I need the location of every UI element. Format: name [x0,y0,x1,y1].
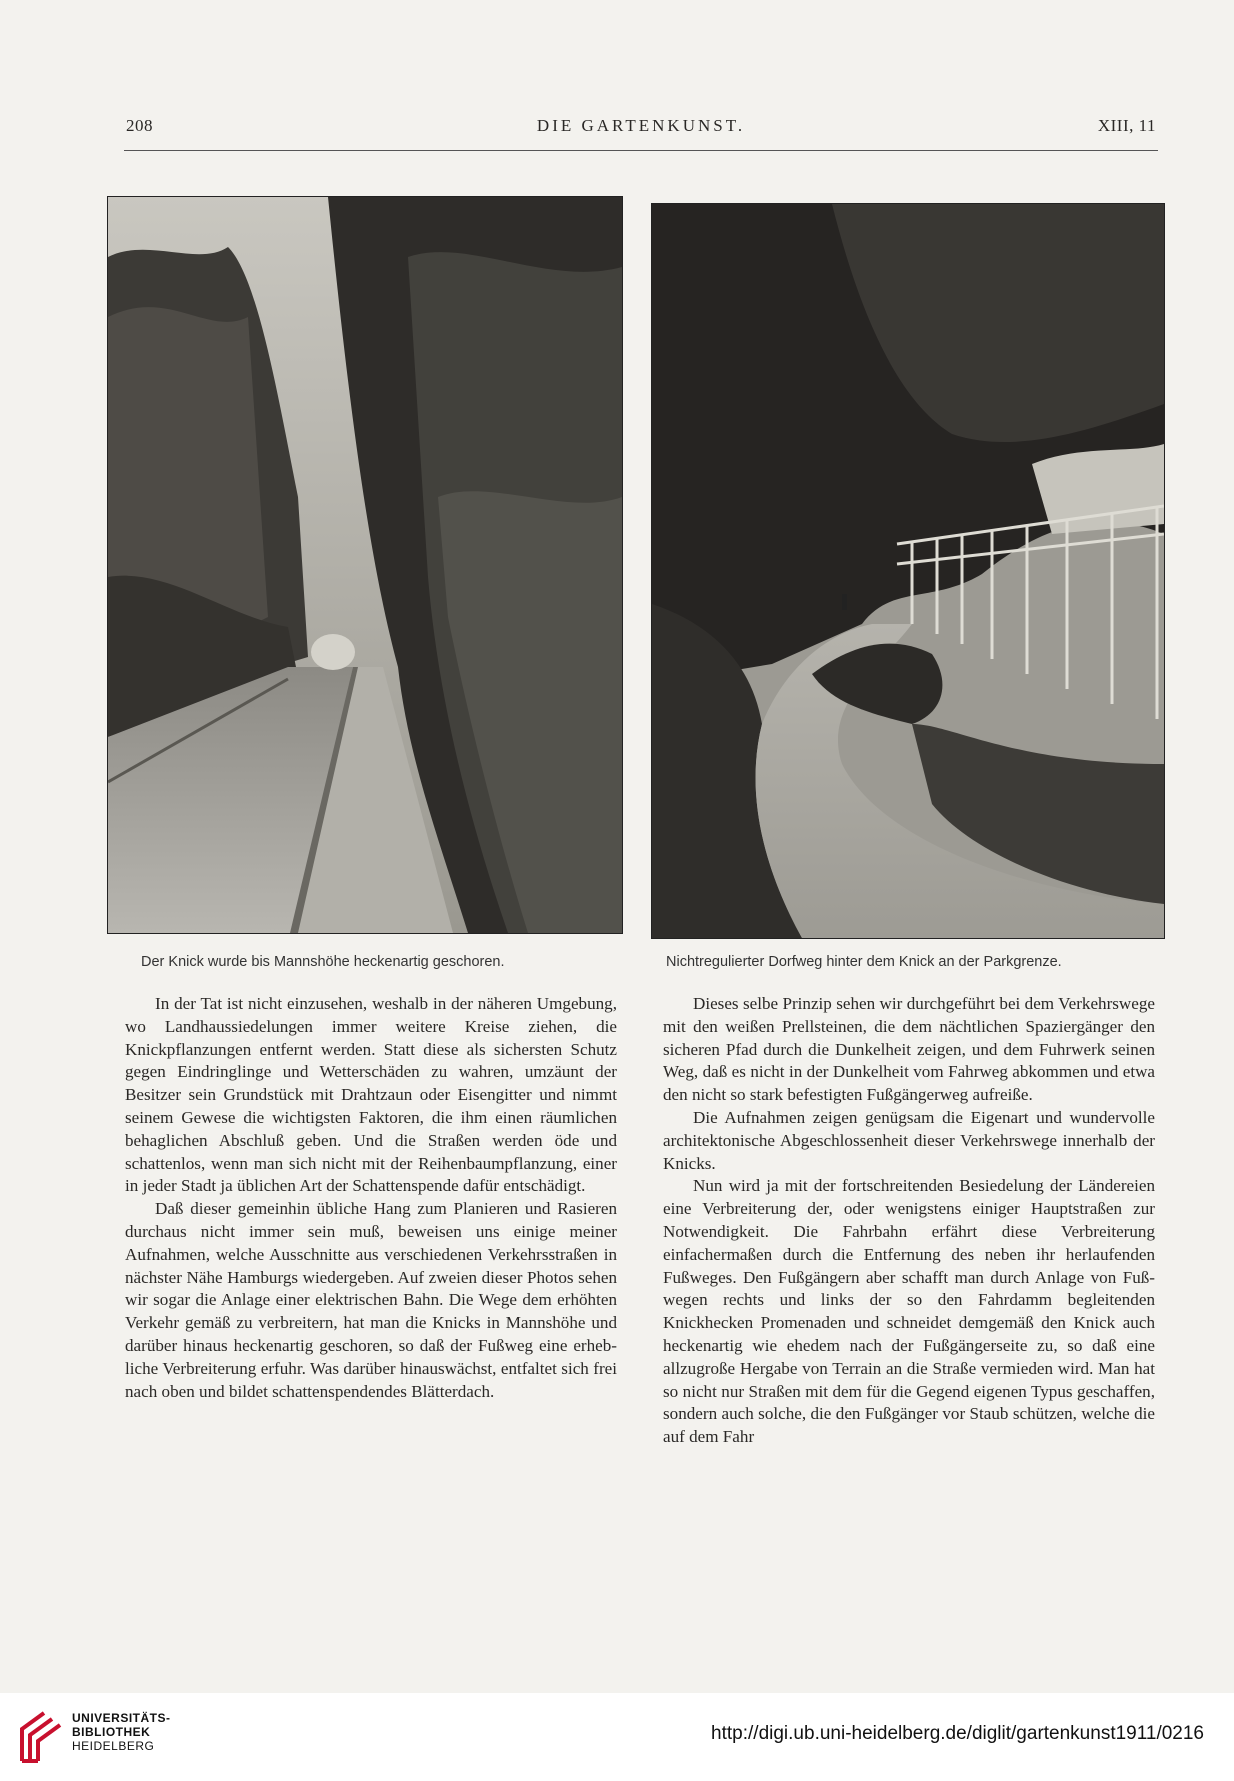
volume-issue: XIII, 11 [1097,116,1156,135]
text-column-right [663,993,1155,1449]
library-name [72,1711,171,1753]
library-name-line: HEIDELBERG [72,1739,155,1753]
photo-knick-road [107,196,623,934]
text-column-left [125,993,617,1403]
viewer-footer [0,1693,1234,1781]
library-name-line: BIBLIOTHEK [72,1725,151,1739]
caption-right-photo: Nichtregulierter Dorfweg hinter dem Knick an der Parkgrenze. [666,954,1062,970]
paragraph: Daß dieser gemeinhin übliche Hang zum Planieren und Rasieren durchaus nicht immer sein muß, beweisen uns einige meiner Aufnahmen, welche Ausschnitte aus verschiedenen Verkehrsstraßen in nächster Nähe Hamburgs wiedergeben. Auf zweien dieser Photos sehen wir sogar die Anlage einer elektrischen Bahn. Die Wege dem erhöhten Verkehr gemäß zu verbreitern, hat man die Knicks in Mannshöhe und darüber hinaus heckenartig geschoren, so daß der Fußweg eine erhebliche Verbreiterung erfuhr. Was darüber hinauswächst, entfaltet sich frei nach oben und bildet schattenspendendes Blätterdach. [125,1199,617,1401]
page-number: 208 [126,116,153,135]
paragraph: In der Tat ist nicht einzusehen, weshalb in der näheren Umgebung, wo Landhaussiedelungen immer weitere Kreise ziehen, die Knickpflanzungen entfernt werden. Statt diese als sichersten Schutz gegen Eindringlinge und Wetterschäden zu wahren, umzäunt der Besitzer sein Grundstück mit Drahtzaun oder Eisengitter und nimmt seinem Gewese die wichtigsten Faktoren, die ihm einen räumlichen behaglichen Abschluß geben. Und die Straßen werden öde und schattenlos, wenn man sich nicht mit der Reihenbaumpflanzung, einer in jeder Stadt ja üblichen Art der Schattenspende dafür entschädigt. [125,994,617,1196]
paragraph: Dieses selbe Prinzip sehen wir durchgeführt bei dem Verkehrswege mit den weißen Prellsteinen, die dem nächtlichen Spaziergänger den sicheren Pfad durch die Dunkelheit zeigen, und dem Fuhrwerk seinen Weg, daß es nicht in der Dunkelheit vom Fahrweg abkommen und etwa den nicht so stark befestigten Fußgängerweg aufreiße. [663,994,1155,1105]
running-header [126,114,1156,144]
paragraph: Nun wird ja mit der fortschreitenden Besiedelung der Ländereien eine Verbreiterung der, oder wenigstens einiger Hauptstraßen zur Notwendigkeit. Die Fahrbahn erfährt diese Verbreiterung einfachermaßen durch die Entfernung des neben ihr herlaufenden Fußweges. Den Fußgängern aber schafft man durch Anlage von Fußwegen rechts und links der so den Fahrdamm begleitenden Knickhecken Promenaden und schneidet demgemäß den Knick auch heckenartig wie ehedem nach der Fußgängerseite zu, so daß eine allzugroße Hergabe von Terrain an die Straße vermieden wird. Man hat so nicht nur Straßen mit dem für die Gegend eigenen Typus geschaffen, sondern auch solche, die den Fußgänger vor Staub schützen, welche die auf dem Fahr [663,1176,1155,1447]
permalink-url[interactable]: http://digi.ub.uni-heidelberg.de/diglit/gartenkunst1911/0216 [711,1723,1204,1744]
header-rule [124,150,1158,151]
photo-village-path [651,203,1165,939]
university-library-logo-icon [14,1705,64,1769]
running-title: DIE GARTENKUNST. [536,116,746,135]
library-name-line: UNIVERSITÄTS- [72,1711,171,1725]
caption-left-photo: Der Knick wurde bis Mannshöhe heckenartig geschoren. [141,954,505,970]
paragraph: Die Aufnahmen zeigen genügsam die Eigenart und wundervolle architektonische Abgeschlossenheit dieser Verkehrswege innerhalb der Knicks. [663,1107,1155,1173]
